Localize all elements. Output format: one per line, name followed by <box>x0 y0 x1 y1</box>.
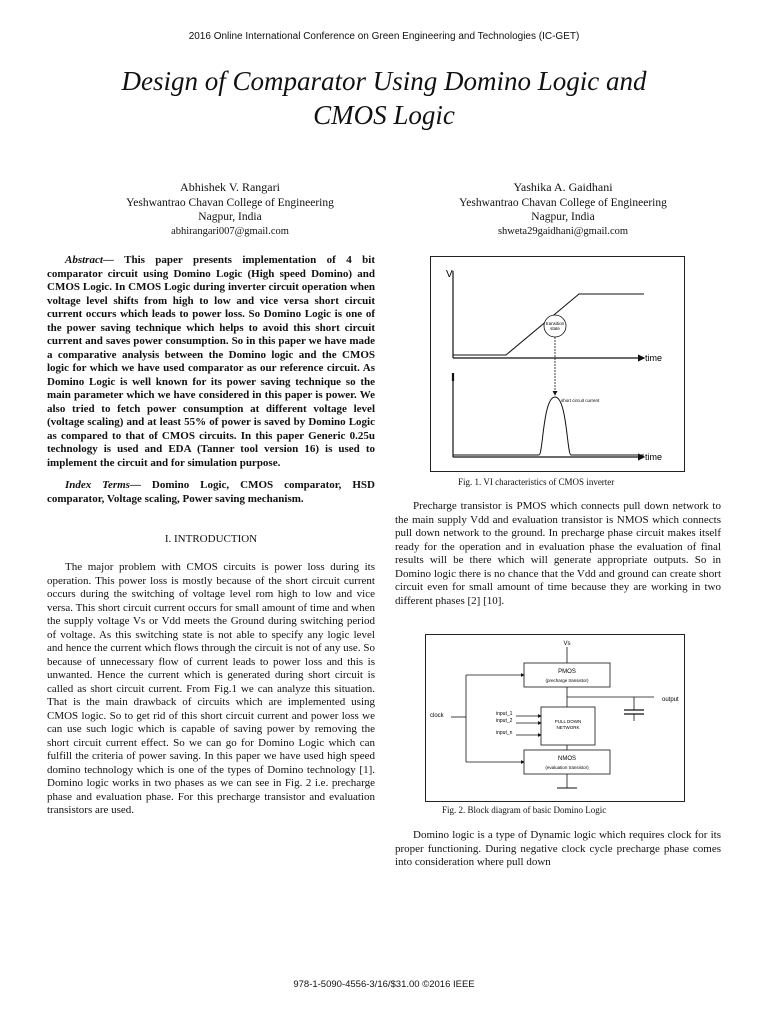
index-terms-text: Domino Logic, CMOS comparator, HSD comparator, Voltage scaling, Power saving mechanism. <box>47 479 375 505</box>
author-location: Nagpur, India <box>531 211 595 223</box>
paper-title <box>40 64 728 132</box>
figure-2 <box>425 634 685 802</box>
abstract-label: Abstract— <box>65 254 114 266</box>
author-name: Yashika A. Gaidhani <box>513 180 613 194</box>
right-paragraph-1: Precharge transistor is PMOS which connects pull down network to the main supply Vdd and evaluation transistor is NMOS which connects pull down network to the ground. In precharge phase circuit makes itself ready for the operation and in evaluation phase the evaluation of final results will be there which will generate appropriate outputs. So in Domino logic there is no chance that the Vdd and ground can create short circuit even for small amount of time because they are working in two different phases [2] [10]. <box>395 500 721 607</box>
fig2-vs-label: Vs <box>563 641 571 647</box>
fig1-v-label: V <box>446 269 453 280</box>
index-terms <box>47 479 375 506</box>
figure-1 <box>430 256 685 472</box>
author-email: shweta29gaidhani@gmail.com <box>497 225 629 237</box>
fig2-caption: Fig. 2. Block diagram of basic Domino Logic <box>442 805 607 815</box>
fig2-input2-label: input_2 <box>496 718 513 724</box>
fig1-time-label-bottom: time <box>645 452 663 462</box>
title-line-1: Design of Comparator Using Domino Logic and <box>121 66 647 96</box>
author-location: Nagpur, India <box>198 211 262 223</box>
author-affiliation: Yeshwantrao Chavan College of Engineering <box>459 196 667 209</box>
author-email: abhirangari007@gmail.com <box>171 225 289 237</box>
abstract <box>47 254 375 470</box>
author-name: Abhishek V. Rangari <box>180 180 280 194</box>
page-footer: 978-1-5090-4556-3/16/$31.00 ©2016 IEEE <box>293 979 475 990</box>
fig1-plot <box>431 257 684 471</box>
conference-header: 2016 Online International Conference on Green Engineering and Technologies (IC-GET) <box>188 31 580 42</box>
fig2-pmos-box <box>524 663 610 687</box>
index-terms-label: Index Terms— <box>65 479 141 491</box>
fig2-nmos-box <box>524 750 610 774</box>
author-1 <box>60 180 400 239</box>
author-2 <box>393 180 733 239</box>
title-line-2: CMOS Logic <box>313 100 455 130</box>
fig1-time-label-top: time <box>645 353 663 363</box>
fig2-pmos-label: PMOS <box>558 669 576 675</box>
fig2-pmos-sub: (precharge transistor) <box>545 678 589 683</box>
fig2-pdn-label-2: NETWORK <box>556 725 580 730</box>
abstract-text: This paper presents implementation of 4 bit comparator circuit using Domino Logic (High speed Domino) and CMOS Logic. In CMOS Logic during inverter circuit operation when voltage level shifts from high to low and vice versa short circuit current occurs which leads to power loss. So Domino Logic is one of the power saving technique which helps to avoid this short circuit current and saves power consumption. So in this paper we have made a comparative analysis between the Domino logic and the CMOS logic for which we have used comparator as our reference circuit. As Domino Logic is well known for its power saving technique so the main parameter which we have considered in this paper is power. We also tried to fetch power consumption at different voltage level (voltage scaling) and at least 55% of power is saved by Domino Logic as compared to that of CMOS circuits. In this paper Generic 0.25u technology is used and EDA (Tanner tool version 16) is used to implement the circuit and for simulation purpose. <box>47 254 375 469</box>
fig1-short-circuit-label: short circuit current <box>561 398 600 403</box>
fig1-transition-label-2: state <box>550 326 560 331</box>
fig2-output-label: output <box>662 697 679 703</box>
fig1-caption: Fig. 1. VI characteristics of CMOS inverter <box>458 477 615 487</box>
fig2-inputn-label: input_n <box>496 730 513 736</box>
right-paragraph-2: Domino logic is a type of Dynamic logic which requires clock for its proper functioning. During negative clock cycle precharge phase comes into consideration where pull down <box>395 829 721 868</box>
fig2-diagram <box>426 635 684 801</box>
fig2-nmos-label: NMOS <box>558 756 576 762</box>
fig2-input1-label: input_1 <box>496 711 513 717</box>
section-heading-introduction: I. INTRODUCTION <box>164 533 258 545</box>
fig2-pdn-label-1: PULL DOWN <box>554 719 582 724</box>
fig1-transition-label-1: transition <box>545 321 565 326</box>
fig2-clock-label: clock <box>430 713 444 719</box>
intro-paragraph: The major problem with CMOS circuits is power loss during its operation. This power loss is mostly because of the short circuit current occurs during the switching of voltage level rom high to low and vice versa. This short circuit current occurs for small amount of time and when the supply voltage Vs or Vdd meets the Ground during switching period of voltage. As this switching state is not able to specify any logic level and hence the current which flows through the circuit is not of any use. So because of unnecessary flow of current leads to power loss and this is unwanted. Hence the current which is generated during short circuit is called as short circuit current. From Fig.1 we can analyze this situation. That is the main drawback of circuits which are implemented using CMOS logic. So to get rid of this short circuit current and power loss we can use such logic which is capable of saving power by removing the short circuit current effect. So we can go for Domino Logic which can fulfill the criteria of power saving. In this paper we have used high speed domino technology which is one of the types of Domino technology [1]. Domino logic works in two phases as we can see in Fig. 2 i.e. precharge phase and evaluation phase. For this precharge transistor and evaluation transistors are used. <box>47 561 375 816</box>
fig2-nmos-sub: (evaluation transistor) <box>545 765 589 770</box>
fig1-current-pulse <box>453 397 644 455</box>
author-affiliation: Yeshwantrao Chavan College of Engineering <box>126 196 334 209</box>
